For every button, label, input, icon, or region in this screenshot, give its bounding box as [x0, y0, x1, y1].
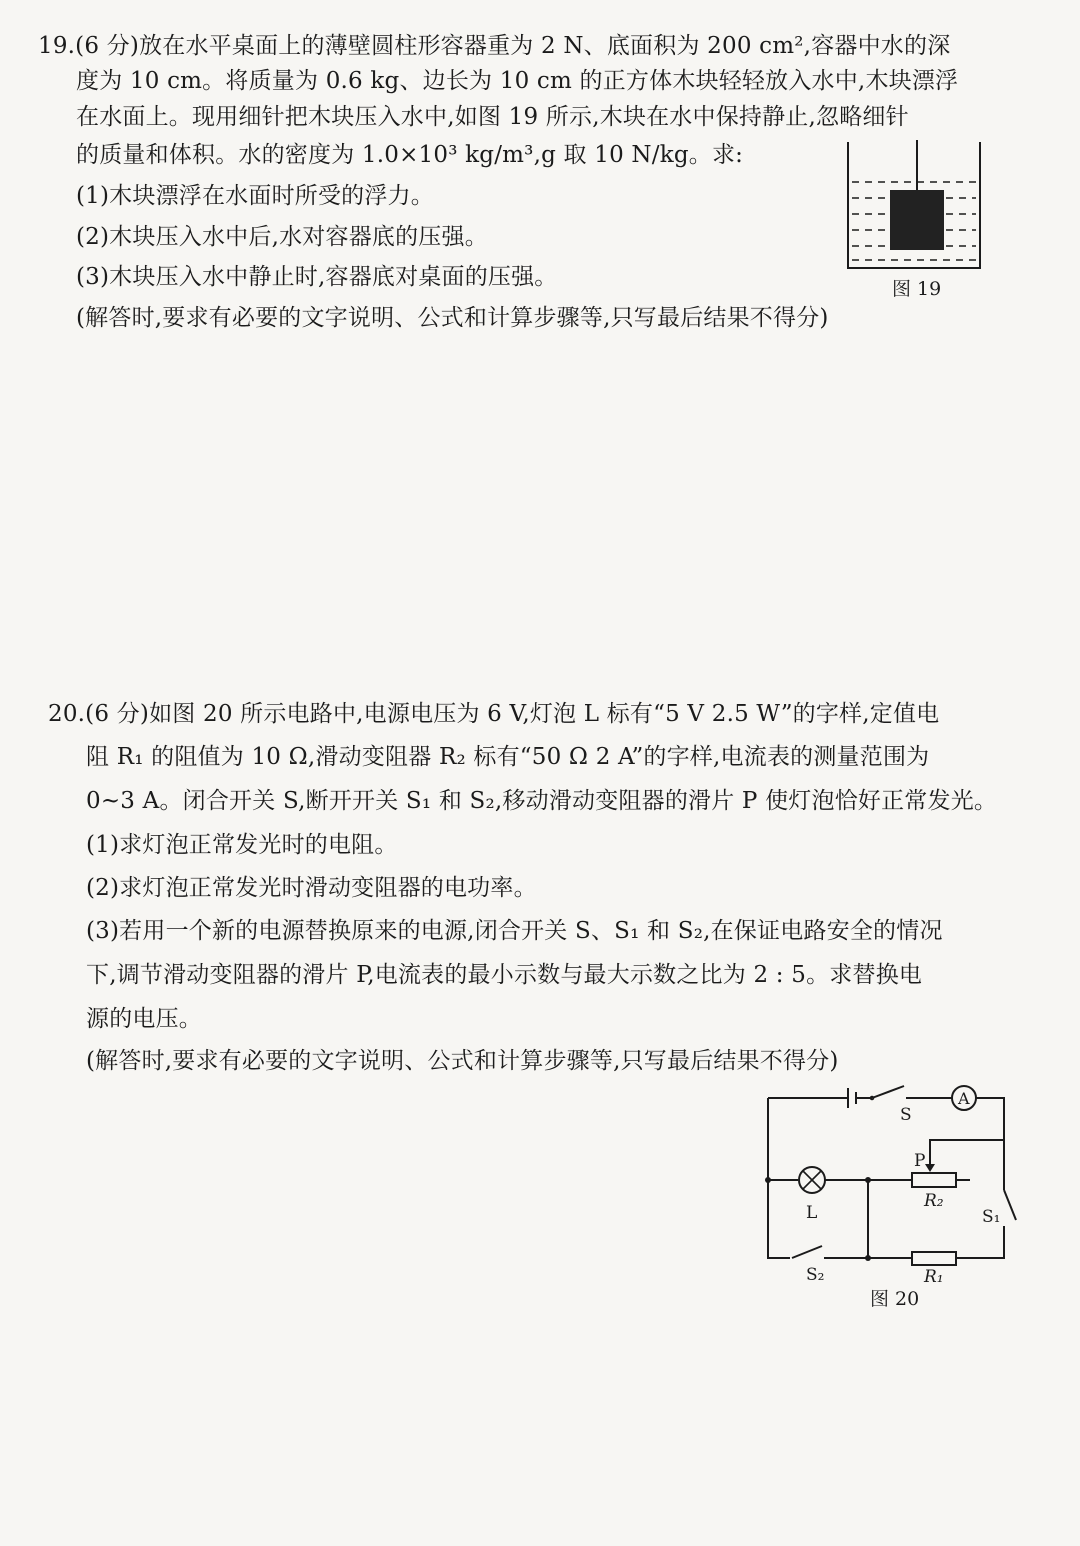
label-slider-p: P [914, 1151, 926, 1171]
q19-line-4: 的质量和体积。水的密度为 1.0×10³ kg/m³,g 取 10 N/kg。求: [76, 142, 744, 168]
wood-block [890, 190, 944, 250]
label-ammeter: A [958, 1089, 970, 1108]
q20-line-2: 阻 R₁ 的阻值为 10 Ω,滑动变阻器 R₂ 标有“50 Ω 2 A”的字样,电流表的测量范围为 [86, 744, 930, 770]
q20-line-3: 0~3 A。闭合开关 S,断开开关 S₁ 和 S₂,移动滑动变阻器的滑片 P 使灯泡恰好正常发光。 [86, 788, 998, 814]
rheostat-r2 [912, 1173, 956, 1187]
label-switch-s1: S₁ [982, 1207, 1001, 1227]
q20-subquestion-1: (1)求灯泡正常发光时的电阻。 [86, 832, 398, 858]
q19-subquestion-1: (1)木块漂浮在水面时所受的浮力。 [76, 183, 434, 209]
q20-line-8: 源的电压。 [86, 1006, 202, 1032]
figure-20-caption: 图 20 [870, 1288, 920, 1310]
switch-s2 [792, 1246, 822, 1258]
label-switch-s: S [900, 1105, 912, 1125]
q20-line-1: 20.(6 分)如图 20 所示电路中,电源电压为 6 V,灯泡 L 标有“5 V 2.5 W”的字样,定值电 [48, 701, 940, 727]
label-lamp: L [806, 1203, 818, 1223]
q19-line-3: 在水面上。现用细针把木块压入水中,如图 19 所示,木块在水中保持静止,忽略细针 [76, 104, 909, 130]
resistor-r1 [912, 1252, 956, 1265]
q20-instruction: (解答时,要求有必要的文字说明、公式和计算步骤等,只写最后结果不得分) [86, 1048, 839, 1074]
q19-line-1: 19.(6 分)放在水平桌面上的薄壁圆柱形容器重为 2 N、底面积为 200 cm²,容器中水的深 [38, 33, 951, 59]
label-resistor: R₁ [924, 1267, 944, 1287]
label-rheostat: R₂ [924, 1191, 944, 1211]
figure-19-caption: 图 19 [892, 278, 942, 300]
q20-line-7: 下,调节滑动变阻器的滑片 P,电流表的最小示数与最大示数之比为 2 : 5。求替换电 [86, 962, 923, 988]
q19-instruction: (解答时,要求有必要的文字说明、公式和计算步骤等,只写最后结果不得分) [76, 305, 829, 331]
slider-p-arrow [925, 1164, 935, 1172]
q20-subquestion-3: (3)若用一个新的电源替换原来的电源,闭合开关 S、S₁ 和 S₂,在保证电路安全的情况 [86, 918, 943, 944]
figure-19-container-diagram [840, 140, 990, 275]
switch-s [872, 1086, 904, 1098]
q19-line-2: 度为 10 cm。将质量为 0.6 kg、边长为 10 cm 的正方体木块轻轻放入水中,木块漂浮 [76, 68, 959, 94]
label-switch-s2: S₂ [806, 1265, 825, 1285]
q19-subquestion-3: (3)木块压入水中静止时,容器底对桌面的压强。 [76, 264, 558, 290]
q19-subquestion-2: (2)木块压入水中后,水对容器底的压强。 [76, 224, 488, 250]
q20-subquestion-2: (2)求灯泡正常发光时滑动变阻器的电功率。 [86, 875, 537, 901]
figure-20-circuit-diagram [760, 1080, 1020, 1287]
switch-s1 [1004, 1190, 1016, 1220]
